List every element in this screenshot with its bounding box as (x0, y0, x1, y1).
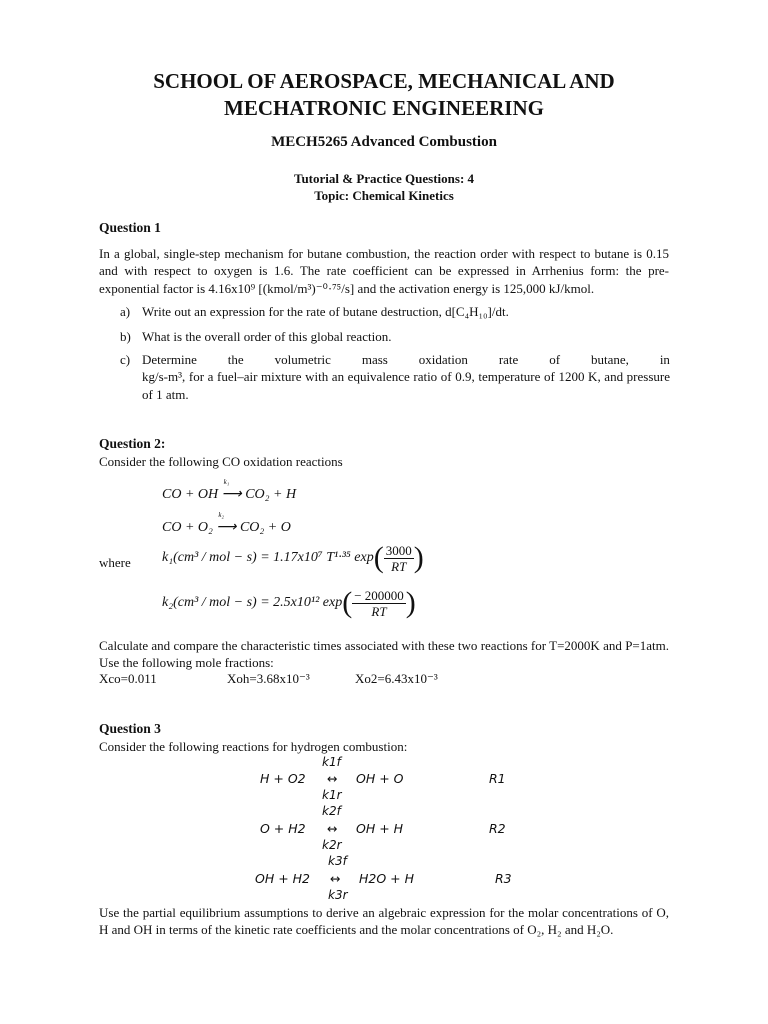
tutorial-header (0, 170, 768, 204)
course-title: MECH5265 Advanced Combustion (271, 134, 497, 150)
school-title-line2: MECHATRONIC ENGINEERING (224, 96, 544, 120)
q2-r2-arrow: ⟶ k₂ (216, 511, 237, 535)
q3-intro: Consider the following reactions for hydrogen combustion: (99, 739, 408, 754)
q1-b-label: b) (120, 329, 131, 344)
q1-a-label: a) (120, 304, 131, 319)
q1-c-text (142, 351, 670, 403)
q2-reaction-1: CO + OH ⟶ k₁ CO₂ + H (162, 478, 297, 502)
q3-heading: Question 3 (99, 721, 161, 736)
school-title (0, 68, 768, 122)
tutorial-number: Tutorial & Practice Questions: 4 (293, 171, 475, 186)
q3-r1-right: OH + O (356, 771, 404, 786)
q3-r2-left: O + H2 (260, 821, 306, 836)
q2-r1-arrow: ⟶ k₁ (221, 478, 242, 502)
q1-part-b (120, 328, 670, 345)
q3-r1-kf: k1f (322, 755, 341, 769)
q1-b-text: What is the overall order of this global reaction. (142, 329, 392, 344)
q1-c-first-line: Determine the volumetric mass oxidation rate of butane, in (142, 352, 670, 367)
q2-x-co: Xco=0.011 (99, 671, 157, 686)
q3-r1-label: R1 (489, 771, 506, 786)
q2-reaction-2: CO + O₂ ⟶ k₂ CO₂ + O (162, 511, 291, 535)
q3-r3-label: R3 (495, 871, 512, 886)
q1-heading: Question 1 (99, 220, 161, 235)
q3-r2-arrow: ↔ (327, 821, 338, 836)
q2-k1-fraction: $\frac{3000}{RT}$ (385, 542, 412, 574)
q3-r1-arrow: ↔ (327, 771, 338, 786)
q3-body: Use the partial equilibrium assumptions to derive an algebraic expression for the molar concentrations of O, H and OH in terms of the kinetic rate coefficients and the molar concentrations of O₂, H₂ and H₂O. (99, 905, 669, 938)
q2-x-o2: Xo2=6.43x10⁻³ (355, 671, 438, 686)
q3-r3-kr: k3r (328, 888, 348, 902)
q3-r2-right: OH + H (356, 821, 404, 836)
q2-where: where (99, 555, 131, 570)
q3-r3-left: OH + H2 (255, 871, 311, 886)
q3-r3-right: H2O + H (359, 871, 415, 886)
topic: Topic: Chemical Kinetics (314, 188, 454, 203)
q2-heading: Question 2: (99, 436, 166, 451)
q3-r2-kf: k2f (322, 804, 341, 818)
q3-r1-left: H + O2 (260, 771, 306, 786)
q3-r3-kf: k3f (328, 854, 347, 868)
q2-k1-expression: k₁(cm³ / mol − s) = 1.17x10⁷ T¹·³⁵ exp( $\frac{3000}{RT}$ ) (162, 541, 424, 574)
q1-part-a (120, 303, 670, 320)
q3-r2-kr: k2r (322, 838, 342, 852)
q2-intro: Consider the following CO oxidation reactions (99, 454, 343, 469)
q1-a-text: Write out an expression for the rate of butane destruction, d[C₄H₁₀]/dt. (142, 304, 509, 319)
q1-c-label: c) (120, 352, 131, 367)
q3-r2-label: R2 (489, 821, 506, 836)
q1-intro: In a global, single-step mechanism for butane combustion, the reaction order with respect to butane is 0.15 and with respect to oxygen is 1.6. The rate coefficient can be expressed in Arrhenius form: the pre-exponential factor is 4.16x10⁹ [(kmol/m³)⁻⁰·⁷⁵/s] and the activation energy is 125,000 kJ/kmol. (99, 246, 669, 296)
q2-r1-k: k₁ (223, 478, 230, 486)
school-title-line1: SCHOOL OF AEROSPACE, MECHANICAL AND (153, 69, 615, 93)
q3-r1-kr: k1r (322, 788, 342, 802)
q1-c-rest: kg/s-m³, for a fuel–air mixture with an equivalence ratio of 0.9, temperature of 1200 K, and pressure of 1 atm. (142, 369, 670, 402)
q2-body: Calculate and compare the characteristic times associated with these two reactions for T=2000K and P=1atm. Use the following mole fractions: (99, 638, 669, 671)
q1-part-c (120, 351, 670, 403)
q2-k2-expression: k₂(cm³ / mol − s) = 2.5x10¹² exp( $\frac{- 200000}{RT}$ ) (162, 586, 416, 619)
q2-k2-fraction: $\frac{- 200000}{RT}$ (354, 587, 404, 619)
q2-r2-k: k₂ (218, 511, 224, 519)
q3-r3-arrow: ↔ (330, 871, 341, 886)
q2-x-oh: Xoh=3.68x10⁻³ (227, 671, 310, 686)
